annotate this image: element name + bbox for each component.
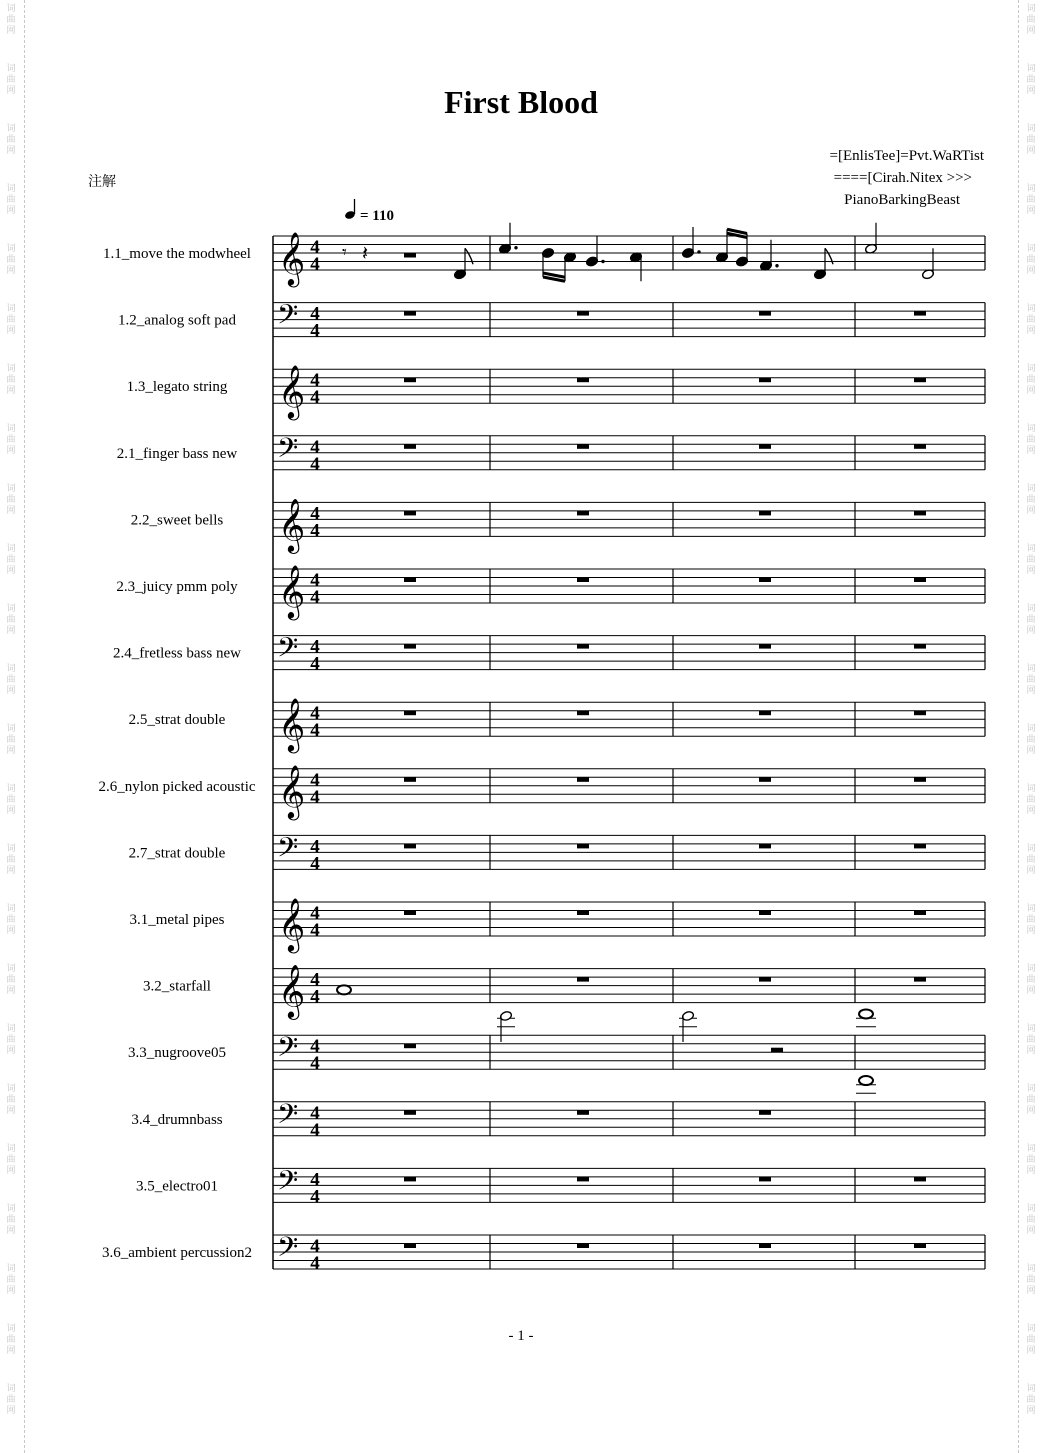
watermark-mark: 词 曲 网 — [1026, 4, 1036, 36]
whole-rest — [759, 844, 771, 849]
time-sig-denominator: 4 — [310, 387, 320, 409]
watermark-mark: 词 曲 网 — [6, 1144, 16, 1176]
watermark-mark: 词 曲 网 — [6, 64, 16, 96]
dot — [601, 260, 604, 263]
whole-rest — [404, 1177, 416, 1182]
instrument-label: 2.4_fretless bass new — [113, 645, 241, 662]
instrument-label: 1.3_legato string — [126, 379, 228, 396]
staff-6 — [116, 564, 985, 620]
whole-rest — [759, 578, 771, 583]
whole-rest — [404, 1044, 416, 1049]
time-sig-denominator: 4 — [310, 1119, 320, 1141]
whole-note — [859, 1076, 873, 1085]
watermark-mark: 词 曲 网 — [1026, 664, 1036, 696]
whole-rest — [759, 777, 771, 782]
whole-rest — [759, 711, 771, 716]
watermark-mark: 词 曲 网 — [1026, 724, 1036, 756]
whole-rest — [404, 777, 416, 782]
time-sig-denominator: 4 — [310, 720, 320, 742]
whole-rest — [577, 1110, 589, 1115]
watermark-mark: 词 曲 网 — [1026, 1264, 1036, 1296]
bass-clef: 𝄢 — [277, 1230, 299, 1270]
time-sig-numerator: 4 — [310, 836, 320, 858]
watermark-mark: 词 曲 网 — [1026, 1144, 1036, 1176]
whole-rest — [577, 1244, 589, 1249]
whole-rest — [577, 1177, 589, 1182]
whole-rest — [914, 1244, 926, 1249]
tempo-label: = 110 — [360, 208, 394, 224]
whole-rest — [577, 578, 589, 583]
dot — [775, 264, 778, 267]
bass-clef: 𝄢 — [277, 631, 299, 671]
time-sig-denominator: 4 — [310, 853, 320, 875]
time-sig-numerator: 4 — [310, 969, 320, 991]
whole-rest — [404, 444, 416, 449]
tempo-marking — [344, 199, 394, 224]
instrument-label: 3.3_nugroove05 — [128, 1045, 226, 1062]
whole-rest — [404, 578, 416, 583]
whole-rest — [914, 1177, 926, 1182]
whole-rest — [404, 711, 416, 716]
watermark-mark: 词 曲 网 — [6, 664, 16, 696]
credit-line-3: PianoBarkingBeast — [844, 192, 960, 208]
treble-clef: 𝄞 — [278, 497, 306, 552]
whole-rest — [577, 977, 589, 982]
whole-rest — [759, 644, 771, 649]
time-sig-denominator: 4 — [310, 254, 320, 275]
whole-rest — [914, 578, 926, 583]
whole-rest — [404, 378, 416, 383]
time-sig-denominator: 4 — [310, 920, 320, 941]
watermark-mark: 词 曲 网 — [6, 724, 16, 756]
watermark-mark: 词 曲 网 — [6, 604, 16, 636]
bass-clef: 𝄢 — [277, 1163, 299, 1203]
time-sig-numerator: 4 — [310, 1102, 320, 1124]
bass-clef: 𝄢 — [277, 830, 299, 870]
watermark-mark: 词 曲 网 — [1026, 1384, 1036, 1416]
whole-note — [859, 1009, 873, 1018]
watermark-mark: 词 曲 网 — [6, 1204, 16, 1236]
watermark-mark: 词 曲 网 — [6, 844, 16, 876]
time-sig-denominator: 4 — [310, 786, 320, 808]
whole-rest — [577, 644, 589, 649]
time-sig-numerator: 4 — [310, 436, 320, 458]
watermark-mark: 词 曲 网 — [1026, 1024, 1036, 1056]
instrument-label: 2.2_sweet bells — [130, 512, 224, 529]
instrument-label: 3.6_ambient percussion2 — [102, 1245, 252, 1261]
credit-line-2: ====[Cirah.Nitex >>> — [833, 170, 972, 186]
bass-clef: 𝄢 — [277, 431, 299, 471]
instrument-label: 3.5_electro01 — [135, 1178, 219, 1195]
watermark-mark: 词 曲 网 — [1026, 424, 1036, 456]
watermark-mark: 词 曲 网 — [1026, 304, 1036, 336]
instrument-label: 2.5_strat double — [128, 712, 226, 729]
whole-rest — [914, 844, 926, 849]
time-sig-denominator: 4 — [310, 453, 320, 475]
whole-rest — [759, 1177, 771, 1182]
watermark-mark: 词 曲 网 — [1026, 184, 1036, 216]
whole-rest — [914, 311, 926, 316]
whole-rest — [759, 444, 771, 449]
time-sig-denominator: 4 — [310, 653, 320, 675]
eighth-rest: 𝄾 — [342, 242, 347, 263]
time-sig-denominator: 4 — [310, 986, 320, 1008]
time-sig-numerator: 4 — [310, 303, 320, 325]
watermark-mark: 词 曲 网 — [6, 1384, 16, 1416]
watermark-mark: 词 曲 网 — [6, 4, 16, 36]
time-sig-denominator: 4 — [310, 520, 320, 542]
time-sig-numerator: 4 — [310, 237, 320, 258]
whole-rest — [914, 777, 926, 782]
treble-clef: 𝄞 — [278, 564, 306, 618]
whole-rest — [914, 644, 926, 649]
watermark-mark: 词 曲 网 — [6, 1264, 16, 1296]
instrument-label: 2.1_finger bass new — [116, 445, 238, 462]
staff-10 — [129, 831, 985, 875]
watermark-mark: 词 曲 网 — [1026, 844, 1036, 876]
watermark-mark: 词 曲 网 — [6, 1324, 16, 1356]
time-sig-numerator: 4 — [310, 570, 320, 591]
watermark-mark: 词 曲 网 — [6, 304, 16, 336]
whole-rest — [404, 311, 416, 316]
watermark-mark: 词 曲 网 — [6, 364, 16, 396]
watermark-mark: 词 曲 网 — [1026, 64, 1036, 96]
time-sig-numerator: 4 — [310, 703, 320, 725]
treble-clef: 𝄞 — [278, 897, 306, 951]
whole-rest — [759, 977, 771, 982]
whole-rest — [404, 911, 416, 916]
time-sig-denominator: 4 — [310, 320, 320, 342]
watermark-mark: 词 曲 网 — [1026, 484, 1036, 516]
instrument-label: 3.2_starfall — [143, 978, 211, 995]
dot — [697, 250, 700, 253]
treble-clef: 𝄞 — [278, 963, 306, 1018]
whole-rest — [914, 511, 926, 516]
annotation-note: 注解 — [88, 174, 116, 190]
watermark-mark: 词 曲 网 — [6, 784, 16, 816]
staff-5 — [131, 497, 985, 553]
watermark-mark: 词 曲 网 — [6, 1024, 16, 1056]
staff-2 — [118, 298, 985, 342]
whole-rest — [577, 511, 589, 516]
watermark-mark: 词 曲 网 — [1026, 124, 1036, 156]
half-rest — [404, 253, 416, 258]
score-title: First Blood — [444, 84, 598, 120]
watermark-mark: 词 曲 网 — [6, 124, 16, 156]
instrument-label: 1.2_analog soft pad — [118, 312, 236, 329]
watermark-mark: 词 曲 网 — [6, 544, 16, 576]
instrument-label: 3.4_drumnbass — [131, 1111, 223, 1128]
whole-rest — [404, 844, 416, 849]
time-sig-denominator: 4 — [310, 587, 320, 608]
staff-4 — [117, 431, 985, 475]
watermark-mark: 词 曲 网 — [1026, 1324, 1036, 1356]
credit-line-1: =[EnlisTee]=Pvt.WaRTist — [829, 148, 984, 164]
whole-rest — [914, 378, 926, 383]
instrument-label: 2.3_juicy pmm poly — [116, 579, 238, 595]
watermark-mark: 词 曲 网 — [1026, 904, 1036, 936]
instrument-label: 1.1_move the modwheel — [103, 246, 251, 262]
time-sig-denominator: 4 — [310, 1053, 320, 1075]
watermark-mark: 词 曲 网 — [1026, 244, 1036, 276]
instrument-label: 2.7_strat double — [128, 845, 226, 862]
time-sig-numerator: 4 — [310, 503, 320, 525]
time-sig-numerator: 4 — [310, 370, 320, 392]
page-number: - 1 - — [508, 1328, 534, 1344]
instrument-label: 3.1_metal pipes — [129, 912, 225, 928]
time-sig-numerator: 4 — [310, 636, 320, 658]
watermark-mark: 词 曲 网 — [1026, 544, 1036, 576]
whole-rest — [577, 311, 589, 316]
watermark-mark: 词 曲 网 — [1026, 784, 1036, 816]
whole-rest — [914, 711, 926, 716]
staff-3 — [127, 364, 985, 420]
whole-rest — [577, 777, 589, 782]
whole-rest — [759, 1110, 771, 1115]
bass-clef: 𝄢 — [277, 1030, 299, 1070]
whole-rest — [759, 1244, 771, 1249]
watermark-mark: 词 曲 网 — [6, 484, 16, 516]
note-layer — [337, 223, 935, 1094]
time-sig-numerator: 4 — [310, 1169, 320, 1191]
whole-note — [337, 985, 351, 994]
staff-8 — [129, 697, 985, 753]
treble-clef: 𝄞 — [278, 763, 306, 818]
half-rest — [771, 1048, 783, 1053]
time-sig-numerator: 4 — [310, 903, 320, 924]
watermark-mark: 词 曲 网 — [6, 424, 16, 456]
whole-rest — [404, 1110, 416, 1115]
instrument-label: 2.6_nylon picked acoustic — [98, 778, 256, 795]
whole-rest — [914, 911, 926, 916]
bass-clef: 𝄢 — [277, 298, 299, 338]
watermark-mark: 词 曲 网 — [6, 1084, 16, 1116]
treble-clef: 𝄞 — [278, 364, 306, 419]
watermark-mark: 词 曲 网 — [6, 904, 16, 936]
whole-rest — [759, 511, 771, 516]
whole-rest — [577, 444, 589, 449]
watermark-mark: 词 曲 网 — [1026, 1204, 1036, 1236]
whole-rest — [759, 311, 771, 316]
whole-rest — [577, 911, 589, 916]
staff-rows — [98, 231, 985, 1274]
watermark-mark: 词 曲 网 — [1026, 1084, 1036, 1116]
whole-rest — [577, 844, 589, 849]
time-sig-denominator: 4 — [310, 1253, 320, 1274]
watermark-mark: 词 曲 网 — [6, 964, 16, 996]
time-sig-denominator: 4 — [310, 1186, 320, 1208]
treble-clef: 𝄞 — [278, 231, 306, 285]
whole-rest — [759, 911, 771, 916]
staff-11 — [130, 897, 985, 953]
whole-rest — [759, 378, 771, 383]
time-sig-numerator: 4 — [310, 1236, 320, 1257]
staff-15 — [136, 1164, 985, 1208]
time-sig-numerator: 4 — [310, 1036, 320, 1058]
whole-rest — [577, 378, 589, 383]
staff-16 — [102, 1231, 985, 1275]
time-sig-numerator: 4 — [310, 769, 320, 791]
staff-12 — [143, 964, 985, 1020]
whole-rest — [404, 511, 416, 516]
staff-7 — [113, 631, 985, 675]
dot — [514, 246, 517, 249]
watermark-mark: 词 曲 网 — [1026, 604, 1036, 636]
bass-clef: 𝄢 — [277, 1097, 299, 1137]
staff-9 — [98, 764, 985, 820]
treble-clef: 𝄞 — [278, 697, 306, 752]
quarter-rest: 𝄽 — [362, 241, 369, 265]
whole-rest — [577, 711, 589, 716]
whole-rest — [914, 444, 926, 449]
watermark-mark: 词 曲 网 — [1026, 964, 1036, 996]
whole-rest — [914, 977, 926, 982]
watermark-mark: 词 曲 网 — [1026, 364, 1036, 396]
staff-13 — [128, 1031, 985, 1075]
whole-rest — [404, 1244, 416, 1249]
whole-rest — [404, 644, 416, 649]
watermark-mark: 词 曲 网 — [6, 244, 16, 276]
watermark-mark: 词 曲 网 — [6, 184, 16, 216]
staff-14 — [131, 1097, 985, 1141]
